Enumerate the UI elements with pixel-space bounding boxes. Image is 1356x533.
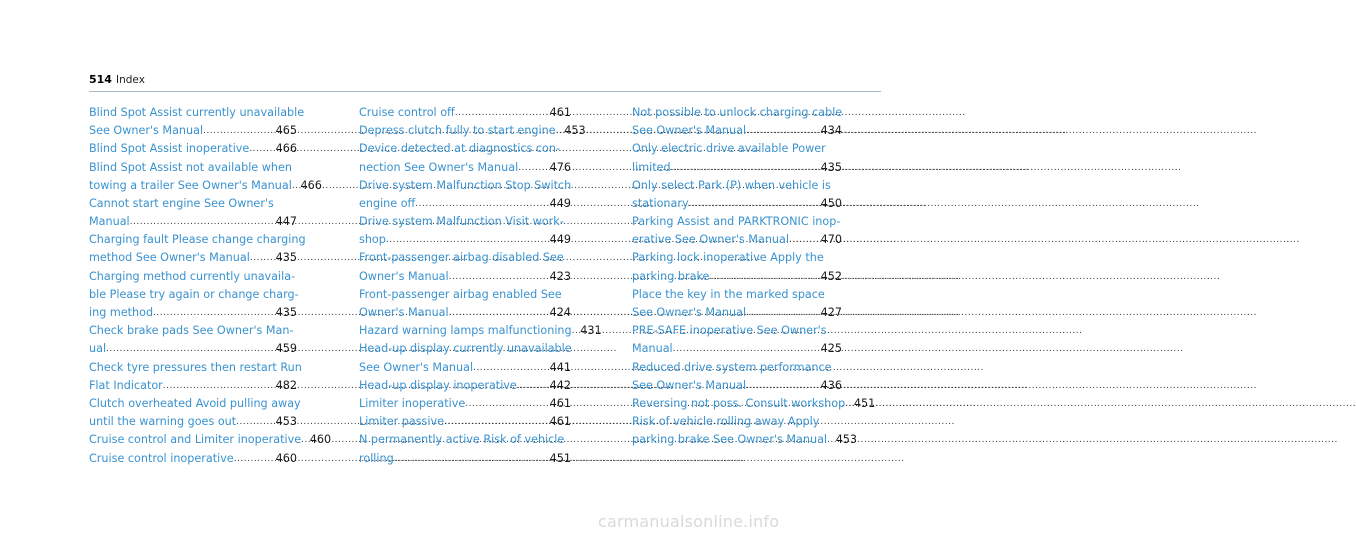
index-entry-text[interactable]: Head-up display currently unavailable (359, 342, 572, 356)
index-entry-text[interactable]: engine off (359, 196, 416, 210)
index-page-number: 460 (309, 433, 332, 447)
page-header (89, 71, 881, 92)
index-entry[interactable] (632, 322, 842, 358)
index-entry[interactable] (359, 104, 571, 122)
index-entry-text[interactable]: Drive system Malfunction Stop Switch (359, 178, 572, 192)
index-page-number: 466 (300, 178, 322, 192)
index-entry[interactable] (632, 395, 876, 413)
index-entry[interactable] (359, 140, 571, 176)
index-entry[interactable] (632, 104, 842, 140)
index-page-number: 435 (275, 306, 297, 320)
index-entry-text[interactable]: Limiter passive (359, 415, 444, 429)
index-entry-text[interactable]: See Owner's Manual (632, 378, 747, 392)
index-entry-text[interactable]: Cannot start engine See Owner's (89, 196, 274, 210)
index-entry-text[interactable]: ing method (89, 306, 154, 320)
index-entry-text[interactable]: Head-up display inoperative (359, 378, 517, 392)
index-entry[interactable] (632, 250, 842, 286)
index-entry[interactable] (89, 450, 297, 468)
index-entry[interactable] (89, 231, 306, 267)
index-page-number: 451 (549, 451, 571, 465)
index-entry-text[interactable]: Charging method currently unavaila- (89, 269, 296, 283)
dot-leader (449, 268, 547, 286)
index-page-number: 476 (549, 160, 571, 174)
index-page-number: 461 (549, 396, 571, 410)
index-page-number: 435 (275, 251, 297, 265)
dot-leader (473, 359, 547, 377)
index-entry-text[interactable]: stationary (632, 196, 689, 210)
index-page-number: 423 (549, 269, 571, 283)
index-entry-text[interactable]: erative See Owner's Manual (632, 233, 789, 247)
index-entry-text[interactable]: Parking Assist and PARKTRONIC inop- (632, 215, 841, 229)
index-entry-text[interactable]: Cruise control and Limiter inoperative (89, 433, 302, 447)
index-entry[interactable] (89, 104, 305, 140)
index-entry-text[interactable]: See Owner's Manual (89, 124, 204, 138)
dot-leader (746, 122, 818, 140)
index-page-number: 470 (820, 233, 842, 247)
index-entry[interactable] (632, 177, 842, 213)
index-entry-text[interactable]: Hazard warning lamps malfunctioning (359, 324, 572, 338)
index-entry-text[interactable]: See Owner's Manual (632, 306, 747, 320)
index-entry-text[interactable]: See Owner's Manual (632, 124, 747, 138)
index-page-number: 460 (275, 451, 297, 465)
index-entry[interactable] (632, 359, 842, 395)
index-entry[interactable] (359, 177, 571, 213)
index-page-number: 434 (820, 124, 842, 138)
dot-leader (236, 413, 273, 431)
index-entry[interactable] (359, 377, 571, 395)
index-page-number: 451 (853, 396, 876, 410)
index-entry[interactable] (632, 213, 842, 249)
index-entry-text[interactable]: Parking lock inoperative Apply the (632, 251, 824, 265)
dot-leader (455, 104, 547, 122)
index-entry-text[interactable]: rolling (359, 451, 394, 465)
index-entry[interactable] (359, 122, 586, 140)
index-entry-text[interactable]: Place the key in the marked space (632, 287, 825, 301)
index-entry[interactable] (359, 395, 571, 413)
dot-leader (234, 450, 273, 468)
dot-leader (163, 377, 273, 395)
index-page-number: 482 (275, 378, 297, 392)
index-page-number: 447 (275, 215, 297, 229)
dot-leader (671, 159, 818, 177)
index-entry-text[interactable]: Front-passenger airbag disabled See (359, 251, 564, 265)
index-entry-text[interactable]: ble Please try again or change charg- (89, 287, 299, 301)
index-entry-text[interactable]: until the warning goes out (89, 415, 237, 429)
index-page-number: 436 (820, 378, 842, 392)
index-page-number: 461 (549, 415, 571, 429)
index-page-number: 424 (549, 306, 571, 320)
index-entry[interactable] (632, 286, 842, 322)
dot-leader (517, 377, 547, 395)
dot-leader (386, 231, 547, 249)
index-page-number: 427 (820, 306, 842, 320)
index-entry-text[interactable]: limited (632, 160, 671, 174)
index-entry-text[interactable]: Blind Spot Assist currently unavailable (89, 105, 305, 119)
index-entry-text[interactable]: Front-passenger airbag enabled See (359, 287, 562, 301)
dot-leader (415, 195, 547, 213)
index-entry[interactable] (89, 195, 297, 231)
dot-leader (153, 304, 273, 322)
index-entry[interactable] (89, 322, 297, 358)
index-entry[interactable] (89, 431, 332, 449)
index-entry-text[interactable]: Manual (632, 342, 673, 356)
index-entry-text[interactable]: Blind Spot Assist not available when (89, 160, 292, 174)
index-entry-text[interactable]: PRE-SAFE inoperative See Owner's (632, 324, 827, 338)
section-title: Index (116, 74, 145, 86)
index-page-number: 466 (275, 142, 297, 156)
index-entry-text[interactable]: Reversing not poss. Consult workshop (632, 396, 846, 410)
index-column-3 (632, 104, 876, 450)
index-entry-text[interactable]: Drive system Malfunction Visit work- (359, 215, 564, 229)
index-entry[interactable] (359, 340, 571, 376)
index-page-number: 459 (275, 342, 297, 356)
dot-leader (203, 122, 273, 140)
index-entry-text[interactable]: towing a trailer See Owner's Manual (89, 178, 292, 192)
index-entry[interactable] (359, 322, 602, 340)
index-entry[interactable] (89, 359, 302, 395)
index-entry[interactable] (359, 286, 571, 322)
index-entry-text[interactable]: Reduced drive system performance (632, 360, 832, 374)
dot-leader (449, 304, 547, 322)
dot-leader (518, 159, 547, 177)
index-entry-text[interactable]: Check brake pads See Owner's Man- (89, 324, 294, 338)
index-column-2 (359, 104, 602, 468)
page-number: 514 (89, 73, 112, 86)
index-page-number: 435 (820, 160, 842, 174)
dot-leader (249, 140, 273, 158)
index-entry-text[interactable]: Owner's Manual (359, 306, 449, 320)
index-entry-text[interactable]: Risk of vehicle rolling away Apply (632, 415, 820, 429)
index-entry-text[interactable]: parking brake See Owner's Manual (632, 433, 828, 447)
index-entry-text[interactable]: Device detected at diagnostics con- (359, 142, 561, 156)
index-entry[interactable] (89, 268, 297, 323)
index-page-number: 453 (275, 415, 297, 429)
index-entry[interactable] (89, 140, 297, 158)
index-page-number: 453 (564, 124, 586, 138)
index-entry-text[interactable]: Only electric drive available Power (632, 142, 826, 156)
index-entry[interactable] (632, 413, 858, 449)
index-entry[interactable] (89, 395, 301, 431)
dot-leader (130, 213, 273, 231)
index-page-number: 442 (549, 378, 571, 392)
index-entry[interactable] (359, 213, 571, 249)
watermark: carmanualsonline.info (598, 512, 780, 531)
index-page-number: 449 (549, 196, 571, 210)
dot-leader (673, 340, 818, 358)
index-entry[interactable] (89, 159, 322, 195)
index-page-number: 425 (820, 342, 842, 356)
index-entry[interactable] (359, 431, 571, 467)
index-page-number: 449 (549, 233, 571, 247)
dot-leader (746, 377, 818, 395)
index-entry-text[interactable]: Manual (89, 215, 130, 229)
index-entry-text[interactable]: Check tyre pressures then restart Run (89, 360, 302, 374)
index-column-1 (89, 104, 332, 468)
index-entry-text[interactable]: Blind Spot Assist inoperative (89, 142, 250, 156)
index-entry[interactable] (359, 413, 571, 431)
index-page-number: 461 (549, 105, 571, 119)
index-entry-text[interactable]: Only select Park (P) when vehicle is (632, 178, 831, 192)
index-entry-text[interactable]: N permanently active Risk of vehicle (359, 433, 565, 447)
dot-leader (250, 249, 273, 267)
dot-leader (789, 231, 818, 249)
index-page-number: 453 (835, 433, 858, 447)
index-page-number: 465 (275, 124, 297, 138)
index-entry-text[interactable]: Cruise control off (359, 105, 455, 119)
index-entry-text[interactable]: method See Owner's Manual (89, 251, 250, 265)
index-page-number: 450 (820, 196, 842, 210)
dot-leader (746, 304, 818, 322)
dot-leader (689, 195, 818, 213)
index-entry-text[interactable]: shop (359, 233, 386, 247)
index-entry[interactable] (632, 140, 842, 176)
index-entry-text[interactable]: See Owner's Manual (359, 360, 474, 374)
index-entry-text[interactable]: nection See Owner's Manual (359, 160, 519, 174)
index-entry-text[interactable]: Flat Indicator (89, 378, 163, 392)
index-entry-text[interactable]: Cruise control inoperative (89, 451, 234, 465)
dot-leader (444, 413, 547, 431)
index-entry-text[interactable]: ual (89, 342, 107, 356)
index-page-number: 452 (820, 269, 842, 283)
index-entry-text[interactable]: Limiter inoperative (359, 396, 466, 410)
index-page-number: 431 (580, 324, 602, 338)
index-entry-text[interactable]: Owner's Manual (359, 269, 449, 283)
dot-leader (465, 395, 547, 413)
index-entry-text[interactable]: Depress clutch fully to start engine (359, 124, 556, 138)
index-page-number: 441 (549, 360, 571, 374)
index-entry-text[interactable]: parking brake (632, 269, 710, 283)
index-entry[interactable] (359, 250, 571, 286)
dot-leader (709, 268, 818, 286)
index-entry-text[interactable]: Not possible to unlock charging cable (632, 105, 843, 119)
index-entry-text[interactable]: Charging fault Please change charging (89, 233, 306, 247)
index-entry-text[interactable]: Clutch overheated Avoid pulling away (89, 396, 301, 410)
dot-leader (394, 450, 547, 468)
dot-leader (106, 340, 273, 358)
